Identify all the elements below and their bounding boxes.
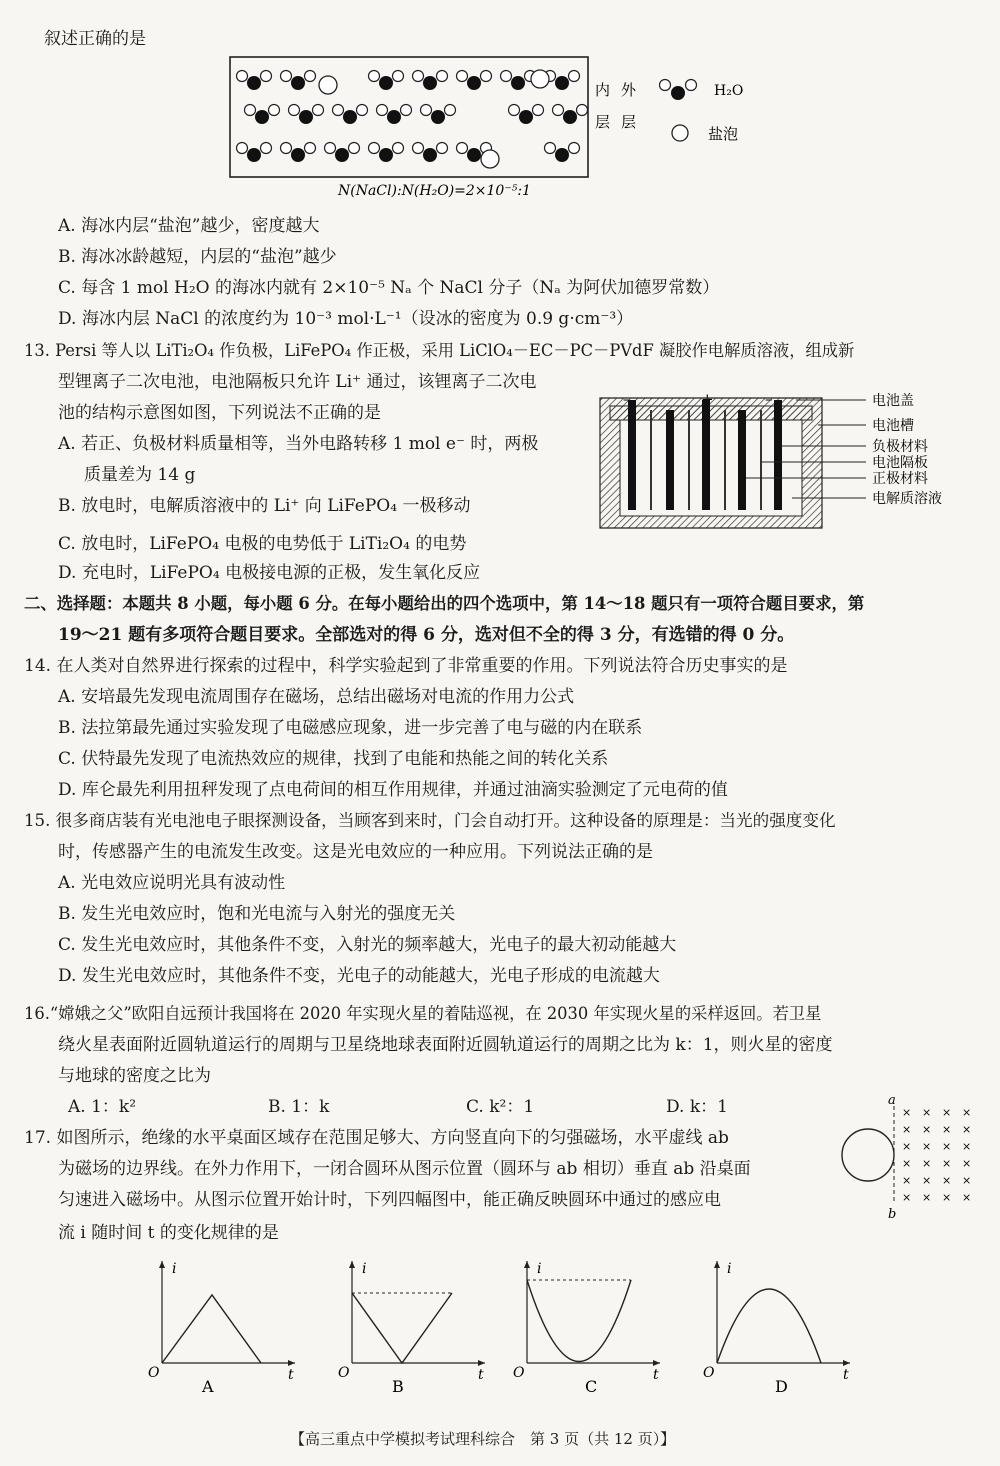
field-cross: × [962,1191,972,1204]
h2o-molecule [369,143,404,163]
legend-h2o-label: H₂O [714,83,744,99]
q15-line-2: 时，传感器产生的电流发生改变。这是光电效应的一种应用。下列说法正确的是 [58,842,653,862]
q12-stem-tail: 叙述正确的是 [44,29,146,49]
field-cross: × [902,1174,912,1187]
section2-line-1: 二、选择题：本题共 8 小题，每小题 6 分。在每小题给出的四个选项中，第 14～18 题只有一项符合题目要求，第 [24,594,865,613]
inner-label-1: 内 [595,81,611,99]
label-negative-material: 负极材料 [872,439,928,455]
q16-line-3: 与地球的密度之比为 [58,1066,211,1086]
svg-text:i: i [362,1261,367,1277]
salt-bubble [481,150,499,168]
field-cross: × [962,1106,972,1119]
svg-text:i: i [172,1261,177,1277]
field-cross: × [942,1157,952,1170]
graph-b-letter: B [392,1377,404,1396]
q15-option-d: D. 发生光电效应时，其他条件不变，光电子的动能越大，光电子形成的电流越大 [58,966,660,986]
graph-c-letter: C [585,1377,598,1396]
legend-h2o-icon [660,80,697,101]
field-cross: × [942,1174,952,1187]
separator-3 [724,410,726,510]
h2o-molecule [377,105,412,125]
graph-a-letter: A [202,1377,214,1396]
label-electrolyte: 电解质溶液 [872,491,942,507]
field-cross: × [922,1191,932,1204]
field-cross: × [902,1123,912,1136]
svg-text:O: O [703,1365,715,1381]
h2o-molecule [509,105,544,125]
h2o-molecule [421,105,456,125]
q13-line-3: 池的结构示意图如图，下列说法不正确的是 [58,403,381,423]
q14-option-c: C. 伏特最先发现了电流热效应的规律，找到了电能和热能之间的转化关系 [58,749,609,769]
outer-label-1: 外 [621,81,637,99]
q17-line-1: 17. 如图所示，绝缘的水平桌面区域存在范围足够大、方向竖直向下的匀强磁场，水平虚线 ab [24,1128,729,1148]
salt-bubble [319,76,337,94]
field-cross: × [942,1140,952,1153]
negative-electrode-2 [702,400,710,510]
h2o-molecule [553,105,588,125]
svg-text:t: t [653,1367,659,1383]
field-cross: × [902,1140,912,1153]
field-cross: × [962,1157,972,1170]
h2o-molecule [237,143,272,163]
field-cross: × [902,1106,912,1119]
q16-line-2: 绕火星表面附近圆轨道运行的周期与卫星绕地球表面附近圆轨道运行的周期之比为 k：1，则火星的密度 [58,1035,833,1055]
graph-d [695,1255,865,1400]
graph-d-curve [717,1289,821,1363]
graph-c [505,1255,675,1400]
q13-option-b: B. 放电时，电解质溶液中的 Li⁺ 向 LiFePO₄ 一极移动 [58,496,471,516]
magnetic-field-figure [838,1090,988,1220]
svg-text:O: O [338,1365,350,1381]
svg-text:t: t [843,1367,849,1383]
label-battery-lid: 电池盖 [872,393,914,409]
h2o-molecule [289,105,324,125]
q13-option-a-cont: 质量差为 14 g [84,465,196,485]
h2o-molecule [281,143,316,163]
q17-line-2: 为磁场的边界线。在外力作用下，一闭合圆环从图示位置（圆环与 ab 相切）垂直 ab 沿桌面 [58,1159,751,1179]
q14-option-b: B. 法拉第最先通过实验发现了电磁感应现象，进一步完善了电与磁的内在联系 [58,718,643,738]
svg-text:t: t [478,1367,484,1383]
q16-option-c: C. k²：1 [466,1097,535,1117]
h2o-molecule [237,71,272,91]
svg-text:t: t [288,1367,294,1383]
h2o-molecule [545,143,580,163]
positive-electrode-2 [738,410,746,510]
separator-2 [688,410,690,510]
positive-electrode-1 [666,410,674,510]
field-cross: × [922,1106,932,1119]
label-separator: 电池隔板 [872,455,928,471]
q12-option-b: B. 海冰冰龄越短，内层的“盐泡”越少 [58,247,337,267]
q13-line-1: 13. Persi 等人以 LiTi₂O₄ 作负极，LiFePO₄ 作正极，采用 LiClO₄－EC－PC－PVdF 凝胶作电解质溶液，组成新 [24,341,855,360]
field-cross: × [962,1174,972,1187]
label-battery-tank: 电池槽 [872,418,914,434]
graph-d-letter: D [775,1377,788,1396]
field-crosses [902,1106,971,1204]
graph-c-curve [527,1280,631,1362]
q14-option-a: A. 安培最先发现电流周围存在磁场，总结出磁场对电流的作用力公式 [58,687,575,707]
separator-4 [760,410,762,510]
q14-option-d: D. 库仑最先利用扭秤发现了点电荷间的相互作用规律，并通过油滴实验测定了元电荷的值 [58,780,728,800]
h2o-molecule [413,143,448,163]
field-cross: × [942,1123,952,1136]
negative-electrode-3 [774,400,782,510]
q15-line-1: 15. 很多商店装有光电池电子眼探测设备，当顾客到来时，门会自动打开。这种设备的原理是：当光的强度变化 [24,811,836,830]
svg-text:i: i [727,1261,732,1277]
field-cross: × [922,1157,932,1170]
graph-b-curve [352,1293,452,1363]
graph-a [140,1255,310,1400]
h2o-molecule [413,71,448,91]
field-cross: × [942,1191,952,1204]
field-cross: × [922,1140,932,1153]
q14-stem: 14. 在人类对自然界进行探索的过程中，科学实验起到了非常重要的作用。下列说法符合历史事实的是 [24,656,788,676]
field-cross: × [922,1174,932,1187]
q15-option-a: A. 光电效应说明光具有波动性 [58,873,286,893]
q16-option-d: D. k：1 [666,1097,728,1117]
legend-salt-icon [672,125,688,141]
salt-bubble [531,70,549,88]
q13-option-d: D. 充电时，LiFePO₄ 电极接电源的正极，发生氧化反应 [58,563,481,583]
h2o-molecule [545,71,580,91]
field-cross: × [902,1191,912,1204]
graph-a-curve [162,1295,261,1363]
separator-1 [650,410,652,510]
field-cross: × [962,1140,972,1153]
h2o-molecule [245,105,280,125]
sea-ice-figure [228,55,768,203]
field-cross: × [922,1123,932,1136]
h2o-molecule [457,71,492,91]
q16-option-a: A. 1：k² [68,1097,137,1117]
page-footer: 【高三重点中学模拟考试理科综合 第 3 页（共 12 页）】 [290,1430,676,1448]
svg-text:O: O [148,1365,160,1381]
svg-text:O: O [513,1365,525,1381]
h2o-molecule [501,71,536,91]
outer-label-2: 层 [621,113,637,131]
battery-figure [596,390,976,540]
negative-electrode-1 [628,400,636,510]
label-b: b [888,1207,897,1220]
field-cross: × [902,1157,912,1170]
q13-line-2: 型锂离子二次电池，电池隔板只允许 Li⁺ 通过，该锂离子二次电 [58,372,537,392]
graph-b [330,1255,500,1400]
legend-salt-label: 盐泡 [708,125,739,143]
h2o-molecule [325,143,360,163]
label-a: a [888,1093,896,1108]
svg-text:i: i [537,1261,542,1277]
section2-line-2: 19～21 题有多项符合题目要求。全部选对的得 6 分，选对但不全的得 3 分，有选错的得 0 分。 [58,625,795,645]
label-positive-material: 正极材料 [872,471,928,487]
q16-line-1: 16.“嫦娥之父”欧阳自远预计我国将在 2020 年实现火星的着陆巡视，在 2030 年实现火星的采样返回。若卫星 [24,1004,822,1023]
q13-option-a: A. 若正、负极材料质量相等，当外电路转移 1 mol e⁻ 时，两极 [58,434,539,454]
q12-option-d: D. 海冰内层 NaCl 的浓度约为 10⁻³ mol·L⁻¹（设冰的密度为 0.9 g·cm⁻³） [58,309,634,329]
h2o-molecule [333,105,368,125]
q12-option-c: C. 每含 1 mol H₂O 的海冰内就有 2×10⁻⁵ Nₐ 个 NaCl 分子（Nₐ 为阿伏加德罗常数） [58,278,720,298]
ratio-label: N(NaCl):N(H₂O)=2×10⁻⁵:1 [338,183,531,199]
q13-option-c: C. 放电时，LiFePO₄ 电极的电势低于 LiTi₂O₄ 的电势 [58,534,467,554]
q12-option-a: A. 海冰内层“盐泡”越少，密度越大 [58,216,320,236]
q17-line-3: 匀速进入磁场中。从图示位置开始计时，下列四幅图中，能正确反映圆环中通过的感应电 [58,1190,721,1210]
field-cross: × [942,1106,952,1119]
field-cross: × [962,1123,972,1136]
q15-option-c: C. 发生光电效应时，其他条件不变，入射光的频率越大，光电子的最大初动能越大 [58,935,677,955]
q15-option-b: B. 发生光电效应时，饱和光电流与入射光的强度无关 [58,904,456,924]
h2o-molecule [281,71,316,91]
inner-label-2: 层 [595,113,611,131]
q16-option-b: B. 1：k [268,1097,330,1117]
q17-line-4: 流 i 随时间 t 的变化规律的是 [58,1223,279,1243]
h2o-molecule [369,71,404,91]
ring [842,1129,894,1181]
